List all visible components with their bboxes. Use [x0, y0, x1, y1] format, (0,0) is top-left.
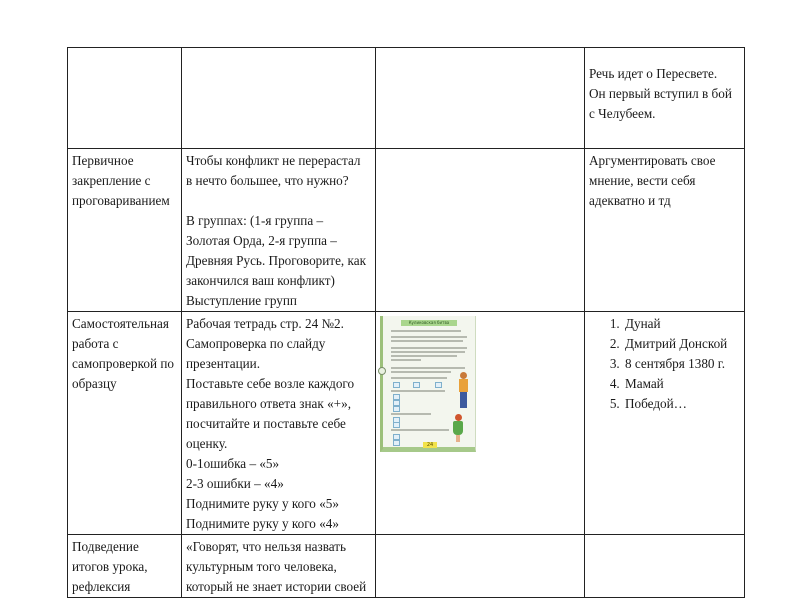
list-item: 4. Мамай — [623, 374, 740, 394]
text-placeholder — [391, 340, 463, 342]
text-placeholder — [391, 429, 449, 431]
student-activity-cell — [585, 312, 745, 535]
text-line: посчитайте и поставьте себе — [186, 416, 346, 431]
list-item: 5. Победой… — [623, 394, 740, 414]
stage-cell — [68, 535, 182, 598]
workbook-page-number: 24 — [423, 442, 437, 448]
text-line: Древняя Русь. Проговорите, как — [186, 253, 366, 268]
text-line: который не знает истории своей — [186, 579, 367, 594]
student-activity-cell — [585, 149, 745, 312]
text-line: с Челубеем. — [589, 106, 656, 121]
list-item: 2. Дмитрий Донской — [623, 334, 740, 354]
lesson-plan-table — [67, 47, 745, 598]
workbook-page-thumbnail — [380, 316, 476, 452]
stage-cell — [68, 149, 182, 312]
text-line: В группах: (1-я группа – — [186, 213, 324, 228]
text-placeholder — [391, 355, 457, 357]
text-line: самопроверкой по — [72, 356, 174, 371]
slide-cell — [376, 149, 585, 312]
text-line: культурным того человека, — [186, 559, 337, 574]
text-line: Речь идет о Пересвете. — [589, 66, 718, 81]
text-line: Рабочая тетрадь стр. 24 №2. — [186, 316, 344, 331]
teacher-activity-cell — [182, 535, 376, 598]
text-placeholder — [391, 351, 465, 353]
text-line: Поднимите руку у кого «5» — [186, 496, 339, 511]
text-line: мнение, вести себя — [589, 173, 696, 188]
teacher-activity-cell — [182, 48, 376, 149]
student-activity-cell — [585, 535, 745, 598]
stage-cell — [68, 48, 182, 149]
text-line: Самопроверка по слайду — [186, 336, 326, 351]
text-placeholder — [391, 413, 431, 415]
text-line: проговариванием — [72, 193, 170, 208]
text-line: Самостоятельная — [72, 316, 169, 331]
text-line: Выступление групп — [186, 293, 297, 308]
list-item: 3. 8 сентября 1380 г. — [623, 354, 740, 374]
table-row — [68, 149, 745, 312]
text-line: образцу — [72, 376, 117, 391]
text-line: Аргументировать свое — [589, 153, 716, 168]
text-line: оценку. — [186, 436, 228, 451]
text-line: Чтобы конфликт не перерастал — [186, 153, 361, 168]
text-line: итогов урока, — [72, 559, 148, 574]
text-line: 2-3 ошибки – «4» — [186, 476, 284, 491]
table-row — [68, 48, 745, 149]
paragraph-gap — [186, 191, 371, 211]
slide-cell — [376, 312, 585, 535]
boy-illustration — [457, 372, 469, 410]
text-line: работа с — [72, 336, 119, 351]
teacher-activity-cell — [182, 149, 376, 312]
checkbox-icon — [393, 406, 400, 412]
list-item: 1. Дунай — [623, 314, 740, 334]
table-row — [68, 312, 745, 535]
text-line: 0-1ошибка – «5» — [186, 456, 280, 471]
table-row — [68, 535, 745, 598]
text-line: правильного ответа знак «+», — [186, 396, 352, 411]
text-line: Он первый вступил в бой — [589, 86, 732, 101]
text-line: рефлексия — [72, 579, 131, 594]
text-line: «Говорят, что нельзя назвать — [186, 539, 347, 554]
workbook-page-title: Куликовская битва — [401, 320, 457, 326]
girl-illustration — [451, 414, 465, 442]
text-line: Поднимите руку у кого «4» — [186, 516, 339, 531]
text-placeholder — [391, 377, 447, 379]
text-line: закрепление с — [72, 173, 151, 188]
text-placeholder — [391, 330, 461, 332]
text-line: в нечто большее, что нужно? — [186, 173, 349, 188]
text-placeholder — [391, 390, 445, 392]
text-line: Поставьте себе возле каждого — [186, 376, 355, 391]
checkbox-icon — [393, 440, 400, 446]
text-placeholder — [391, 359, 421, 361]
slide-cell — [376, 48, 585, 149]
checkbox-icon — [393, 422, 400, 428]
text-line: закончился ваш конфликт) — [186, 273, 335, 288]
checkbox-icon — [435, 382, 442, 388]
slide-cell — [376, 535, 585, 598]
text-line: адекватно и тд — [589, 193, 671, 208]
text-placeholder — [391, 367, 465, 369]
text-placeholder — [391, 371, 451, 373]
student-activity-cell — [585, 48, 745, 149]
task-marker-icon — [378, 367, 386, 375]
stage-cell — [68, 312, 182, 535]
checkbox-icon — [393, 382, 400, 388]
text-line: Первичное — [72, 153, 134, 168]
text-line: Золотая Орда, 2-я группа – — [186, 233, 337, 248]
text-placeholder — [391, 336, 467, 338]
text-placeholder — [391, 347, 467, 349]
text-line: Подведение — [72, 539, 139, 554]
checkbox-icon — [413, 382, 420, 388]
teacher-activity-cell — [182, 312, 376, 535]
text-line: презентации. — [186, 356, 261, 371]
answers-list — [589, 314, 740, 414]
